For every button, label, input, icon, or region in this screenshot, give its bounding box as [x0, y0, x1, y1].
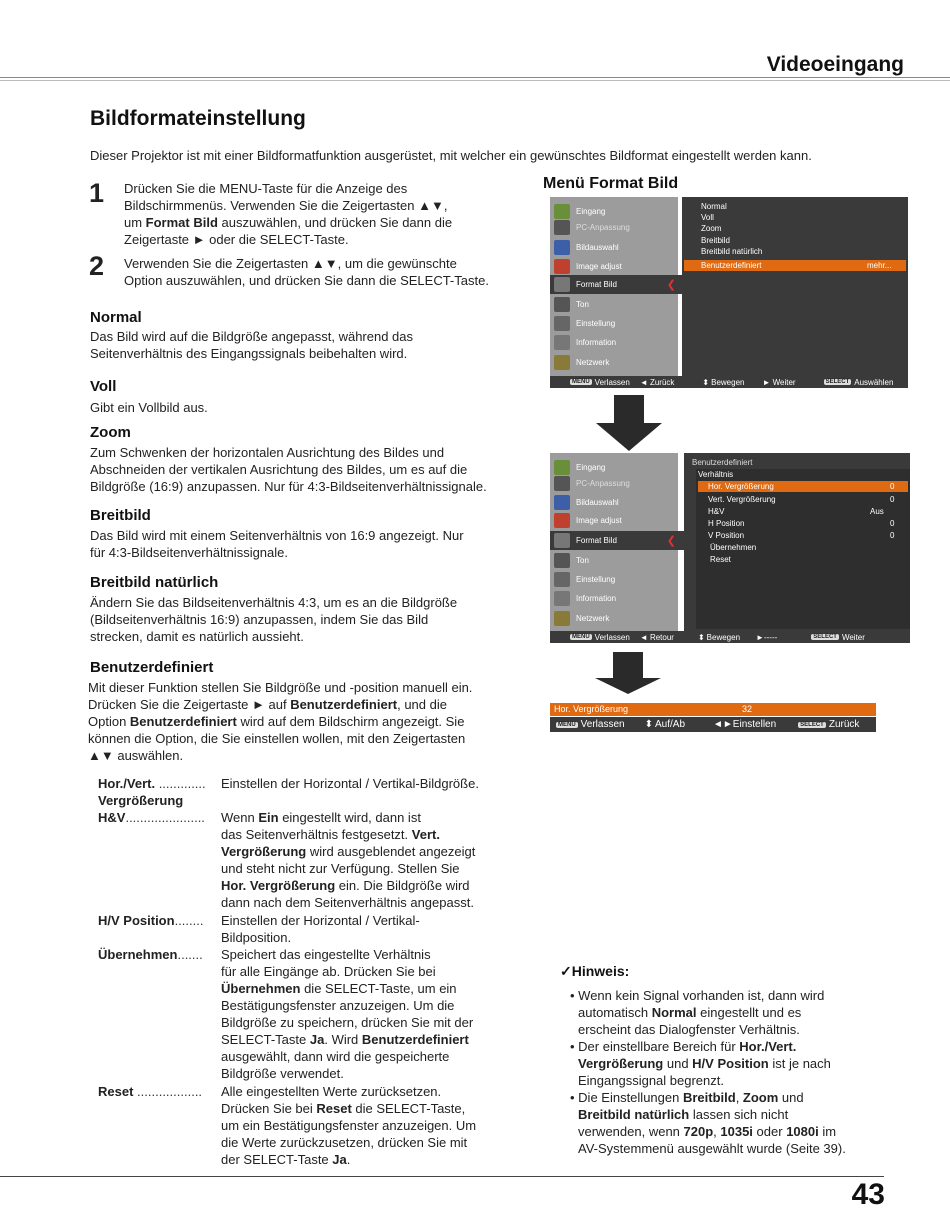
osd-row-value: Aus: [870, 507, 884, 516]
osd-option-breitbild[interactable]: Breitbild: [701, 236, 730, 245]
osd-item-einstellung[interactable]: Einstellung: [550, 570, 678, 589]
osd-item-format-bild[interactable]: Format Bild ❮: [550, 275, 682, 294]
page-title: Bildformateinstellung: [90, 107, 306, 130]
osd-item-pc-anpassung[interactable]: PC-Anpassung: [550, 218, 678, 237]
osd-row-value: 0: [890, 482, 895, 491]
osd-row-h-position[interactable]: H Position: [708, 519, 745, 528]
heading-breitbild: Breitbild: [90, 507, 151, 524]
updown-icon: ⬍: [702, 377, 710, 387]
step-1-text: Drücken Sie die MENU-Taste für die Anzeige des Bildschirmmenüs. Verwenden Sie die Zeigertasten ▲▼, um Format Bild auszuwählen, und drücken Sie dann die Zeigertaste ► oder die SELECT-Taste.: [124, 181, 453, 247]
osd-item-format-bild[interactable]: Format Bild ❮: [550, 531, 684, 550]
page-number: 43: [851, 1178, 885, 1211]
term-hv-position: H/V Position........: [98, 913, 204, 928]
osd-item-image-adjust[interactable]: Image adjust: [550, 257, 678, 276]
menu-key-icon: MENU: [572, 634, 590, 640]
osd-menu-format-bild: [550, 197, 908, 376]
image-adjust-icon: [554, 259, 570, 274]
def-hv-position: Einstellen der Horizontal / Vertikal- Bildposition.: [221, 913, 420, 945]
osd-item-pc-anpassung[interactable]: PC-Anpassung: [550, 474, 678, 493]
def-hor-vert: Einstellen der Horizontal / Vertikal-Bildgröße.: [221, 776, 479, 791]
osd-option-benutzerdefiniert: Benutzerdefiniert: [701, 261, 762, 270]
heading-benutzerdefiniert: Benutzerdefiniert: [90, 659, 214, 676]
info-icon: [554, 335, 570, 350]
breitbild-text: Das Bild wird mit einem Seitenverhältnis von 16:9 angezeigt. Nur für 4:3-Bildseitenverhältnissignale.: [90, 528, 464, 560]
breitbild-natuerlich-text: Ändern Sie das Bildseitenverhältnis 4:3, um es an die Bildgröße (Bildseitenverhältnis 16:9) anzupassen, indem Sie das Bild strecken, damit es natürlich aussieht.: [90, 595, 458, 644]
osd-row-reset[interactable]: Reset: [710, 555, 731, 564]
osd-menu-benutzerdefiniert: [550, 453, 910, 631]
menu-key-icon: MENU: [572, 379, 590, 385]
term-hv: H&V......................: [98, 810, 205, 825]
osd-row-value: 0: [890, 531, 895, 540]
heading-breitbild-natuerlich: Breitbild natürlich: [90, 574, 219, 591]
header-rule: [0, 77, 950, 78]
network-icon: [554, 355, 570, 370]
osd-option-zoom[interactable]: Zoom: [701, 224, 722, 233]
osd-row-v-position[interactable]: V Position: [708, 531, 745, 540]
osd-submenu-header: Benutzerdefiniert: [692, 458, 753, 467]
input-icon: [554, 204, 570, 219]
osd-help-bar-3: MENU Verlassen ⬍ Auf/Ab ◄►Einstellen SELECT Zurück: [550, 717, 876, 732]
settings-icon: [554, 572, 570, 587]
network-icon: [554, 611, 570, 626]
osd-row-hor-vergroesserung[interactable]: [698, 481, 908, 492]
note-list: • Wenn kein Signal vorhanden ist, dann wird automatisch Normal eingestellt und es erscheint das Dialogfenster Verhältnis. • Der einstellbare Bereich für Hor./Vert. Vergrößerung und H/V Position ist je nach Eingangssignal begrenzt. • Die Einstellungen Breitbild, Zoom und Breitbild natürlich lassen sich nicht verwenden, wenn 720p, 1035i oder 1080i im AV-Systemmenü ausgewählt wurde (Seite 39).: [570, 988, 846, 1156]
screen-icon: [554, 533, 570, 548]
voll-text: Gibt ein Vollbild aus.: [90, 400, 208, 415]
menu-key-icon: MENU: [558, 721, 576, 728]
arrow-down-shaft: [613, 652, 643, 678]
def-uebernehmen: Speichert das eingestellte Verhältnis für alle Eingänge ab. Drücken Sie bei Übernehmen die SELECT-Taste, um ein Bestätigungsfenster anzuzeigen. Um die Bildgröße zu speichern, drücken Sie mit der SELECT-Taste Ja. Wird Benutzerdefiniert ausgewählt, dann wird die gespeicherte Bildgröße verwendet.: [221, 947, 474, 1081]
osd-row-uebernehmen[interactable]: Übernehmen: [710, 543, 757, 552]
updown-icon: ⬍: [697, 632, 705, 642]
selected-arrow-icon: ❮: [666, 279, 676, 291]
arrow-down-icon: [595, 678, 661, 694]
term-reset: Reset ..................: [98, 1084, 203, 1099]
heading-zoom: Zoom: [90, 424, 131, 441]
osd-submenu-title: Verhältnis: [698, 470, 734, 479]
updown-icon: ⬍: [644, 719, 653, 730]
menu-format-title: Menü Format Bild: [543, 175, 679, 192]
osd-help-bar-2: MENU Verlassen ◄ Retour ⬍ Bewegen ►----- SELECT Weiter: [550, 631, 910, 643]
osd-option-normal[interactable]: Normal: [701, 202, 727, 211]
screen-icon: [554, 277, 570, 292]
osd-option-benutzerdefiniert-row[interactable]: [684, 260, 906, 271]
select-key-icon: SELECT: [813, 634, 837, 640]
osd-item-bildauswahl[interactable]: Bildauswahl: [550, 238, 678, 257]
osd-row-hv[interactable]: H&V: [708, 507, 725, 516]
osd-item-eingang[interactable]: Eingang: [550, 458, 678, 477]
def-reset: Alle eingestellten Werte zurücksetzen. Drücken Sie bei Reset die SELECT-Taste, um ein Bestätigungsfenster anzuzeigen. Um die Werte zurückzusetzen, drücken Sie mit der SELECT-Taste Ja.: [221, 1084, 477, 1167]
osd-row-vert-vergroesserung[interactable]: Vert. Vergrößerung: [708, 495, 776, 504]
osd-item-ton[interactable]: Ton: [550, 551, 678, 570]
osd-row-label: Hor. Vergrößerung: [708, 482, 774, 491]
note-title: ✓Hinweis:: [560, 963, 630, 979]
intro-text: Dieser Projektor ist mit einer Bildformatfunktion ausgerüstet, mit welcher ein gewünschtes Bildformat eingestellt werden kann.: [90, 148, 812, 163]
osd-item-information[interactable]: Information: [550, 589, 678, 608]
pc-icon: [554, 220, 570, 235]
osd-item-netzwerk[interactable]: Netzwerk: [550, 353, 678, 372]
osd-item-bildauswahl[interactable]: Bildauswahl: [550, 493, 678, 512]
picture-select-icon: [554, 495, 570, 510]
definition-list: [98, 775, 518, 1175]
osd-help-bar-1: MENU Verlassen ◄ Zurück ⬍ Bewegen ► Weiter SELECT Auswählen: [550, 376, 908, 388]
def-hv: Wenn Ein eingestellt wird, dann ist das Seitenverhältnis festgesetzt. Vert. Vergrößerung wird ausgeblendet angezeigt und steht nicht zur Verfügung. Stellen Sie Hor. Vergrößerung ein. Die Bildgröße wird dann nach dem Seitenverhältnis angepasst.: [221, 810, 476, 910]
osd-row-value: 0: [890, 495, 895, 504]
selected-arrow-icon: ❮: [666, 535, 676, 547]
step-number: 2: [89, 251, 105, 281]
osd-item-ton[interactable]: Ton: [550, 295, 678, 314]
term-uebernehmen: Übernehmen.......: [98, 947, 203, 962]
osd-row-value: 0: [890, 519, 895, 528]
benutzerdefiniert-text: Mit dieser Funktion stellen Sie Bildgröße und -position manuell ein. Drücken Sie die Zeigertaste ► auf Benutzerdefiniert, und die Option Benutzerdefiniert wird auf dem Bildschirm angezeigt. Sie können die Option, die Sie einstellen wollen, mit den Zeigertasten ▲▼ auswählen.: [88, 680, 473, 763]
picture-select-icon: [554, 240, 570, 255]
section-title: Videoeingang: [766, 53, 904, 76]
heading-normal: Normal: [90, 309, 142, 326]
sound-icon: [554, 297, 570, 312]
arrow-down-icon: [596, 423, 662, 451]
sound-icon: [554, 553, 570, 568]
osd-item-information[interactable]: Information: [550, 333, 678, 352]
select-key-icon: SELECT: [800, 721, 824, 728]
term-hor-vert: Hor./Vert. ............. Vergrößerung: [98, 776, 206, 808]
image-adjust-icon: [554, 513, 570, 528]
heading-voll: Voll: [90, 378, 117, 395]
osd-item-eingang[interactable]: Eingang: [550, 202, 678, 221]
osd-option-voll[interactable]: Voll: [701, 213, 714, 222]
settings-icon: [554, 316, 570, 331]
osd-option-more: mehr...: [867, 261, 892, 270]
osd-option-breitbild-natuerlich[interactable]: Breitbild natürlich: [701, 247, 763, 256]
step-number: 1: [89, 178, 105, 208]
normal-text: Das Bild wird auf die Bildgröße angepasst, während das Seitenverhältnis des Eingangssignals beibehalten wird.: [90, 329, 414, 361]
input-icon: [554, 460, 570, 475]
osd-item-netzwerk[interactable]: Netzwerk: [550, 609, 678, 628]
pc-icon: [554, 476, 570, 491]
osd-adjust-label: Hor. Vergrößerung: [554, 704, 629, 714]
osd-adjust-value: 32: [742, 704, 753, 714]
arrow-down-shaft: [614, 395, 644, 423]
osd-item-einstellung[interactable]: Einstellung: [550, 314, 678, 333]
select-key-icon: SELECT: [825, 379, 850, 385]
footer-rule: [0, 1176, 884, 1177]
header-rule-2: [0, 80, 950, 81]
zoom-text: Zum Schwenken der horizontalen Ausrichtung des Bildes und Abschneiden der vertikalen Ausrichtung des Bildes, um es auf die Bildgröße (16:9) anzupassen. Nur für 4:3-Bildseitenverhältnissignale.: [90, 445, 487, 494]
osd-item-image-adjust[interactable]: Image adjust: [550, 511, 678, 530]
osd-adjust-bar[interactable]: [550, 703, 876, 716]
info-icon: [554, 591, 570, 606]
step-2-text: Verwenden Sie die Zeigertasten ▲▼, um die gewünschte Option auszuwählen, und drücken Sie dann die SELECT-Taste.: [124, 256, 489, 288]
